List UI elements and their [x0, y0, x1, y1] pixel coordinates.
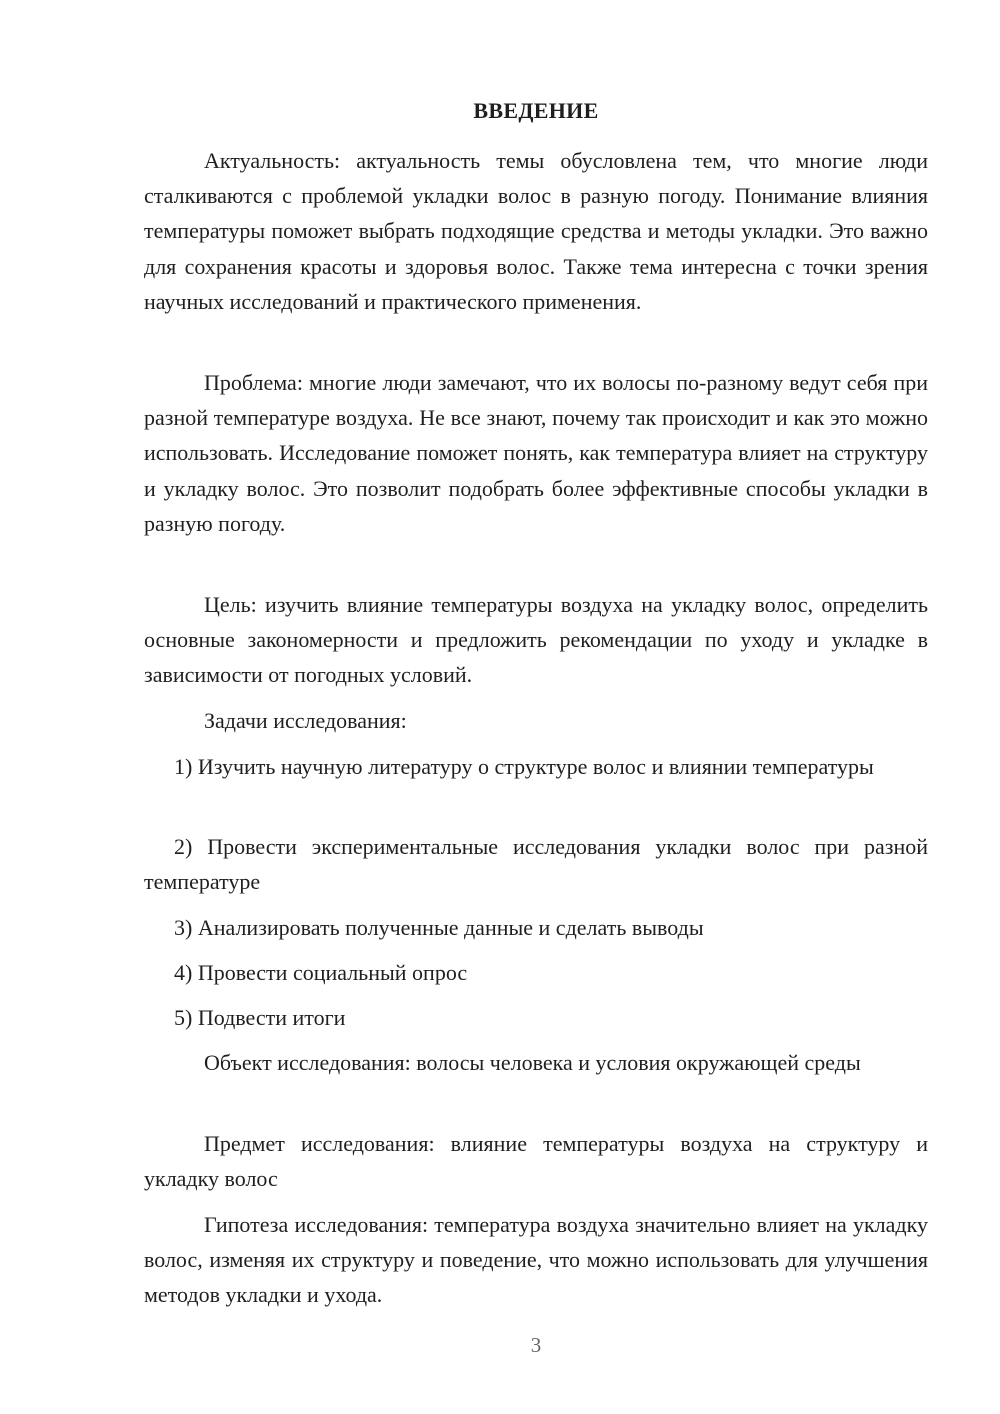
tasks-heading: Задачи исследования:	[204, 708, 407, 733]
task-item-5: 5) Подвести итоги	[174, 1005, 346, 1030]
task-item-3: 3) Анализировать полученные данные и сделать выводы	[174, 915, 704, 940]
page-number: 3	[530, 1333, 542, 1357]
task-item-4: 4) Провести социальный опрос	[174, 960, 468, 985]
object-paragraph: Объект исследования: волосы человека и условия окружающей среды	[204, 1050, 861, 1075]
subject-paragraph: Предмет исследования: влияние температуры воздуха на структуру и укладку волос	[144, 1131, 928, 1192]
goal-paragraph: Цель: изучить влияние температуры воздуха на укладку волос, определить основные закономерности и предложить рекомендации по уходу и укладке в зависимости от погодных условий.	[144, 592, 928, 688]
hypothesis-paragraph: Гипотеза исследования: температура воздуха значительно влияет на укладку волос, изменяя их структуру и поведение, что можно использовать для улучшения методов укладки и ухода.	[144, 1212, 928, 1308]
task-item-2: 2) Провести экспериментальные исследования укладки волос при разной температуре	[144, 834, 928, 895]
page-title: ВВЕДЕНИЕ	[473, 98, 599, 123]
task-item-1: 1) Изучить научную литературу о структуре волос и влиянии температуры	[174, 754, 874, 779]
relevance-paragraph: Актуальность: актуальность темы обусловлена тем, что многие люди сталкиваются с проблемой укладки волос в разную погоду. Понимание влияния температуры поможет выбрать подходящие средства и методы укладки. Это важно для сохранения красоты и здоровья волос. Также тема интересна с точки зрения научных исследований и практического применения.	[144, 148, 928, 314]
problem-paragraph: Проблема: многие люди замечают, что их волосы по-разному ведут себя при разной температуре воздуха. Не все знают, почему так происходит и как это можно использовать. Исследование поможет понять, как температура влияет на структуру и укладку волос. Это позволит подобрать более эффективные способы укладки в разную погоду.	[144, 370, 928, 536]
